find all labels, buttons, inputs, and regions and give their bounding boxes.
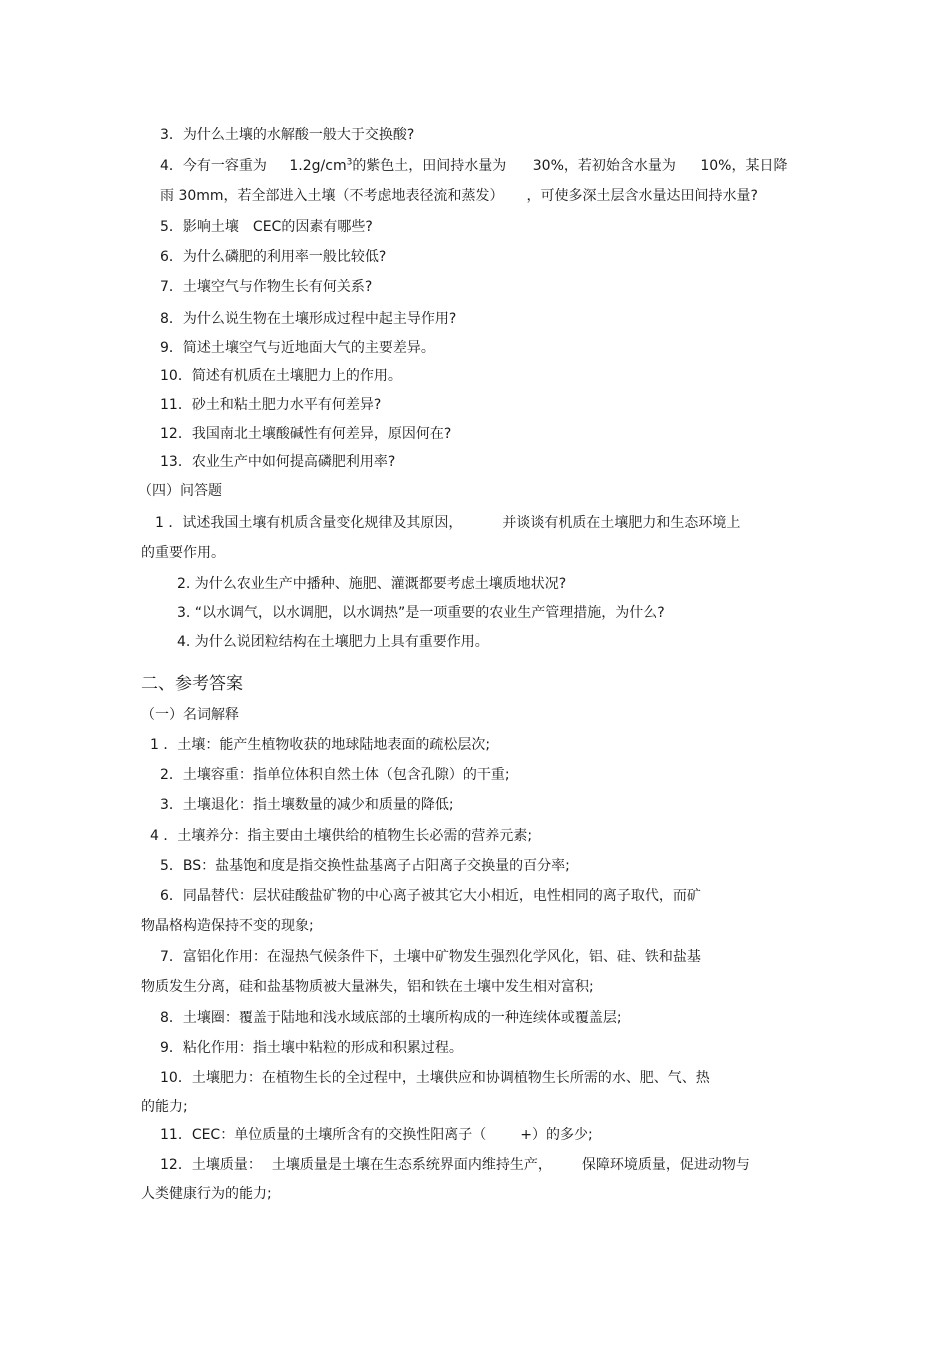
essay-1-text-b: 并谈谈有机质在土壤肥力和生态环境上: [502, 515, 741, 531]
question-4-text-2c: ，可使多深土层含水量达田间持水量?: [526, 188, 758, 204]
answer-3: 3．土壤退化：指土壤数量的减少和质量的降低;: [160, 797, 454, 813]
question-11: 11．砂土和粘土肥力水平有何差异?: [160, 397, 382, 413]
question-4-initial-water: 10%: [700, 158, 732, 174]
question-10: 10．简述有机质在土壤肥力上的作用。: [160, 368, 402, 384]
question-4-density: [289, 158, 352, 174]
question-8: 8．为什么说生物在土壤形成过程中起主导作用?: [160, 311, 457, 327]
answer-6-line-2: 物晶格构造保持不变的现象;: [141, 918, 314, 934]
question-4-line-2: [160, 186, 758, 206]
answer-12-line-2: 人类健康行为的能力;: [141, 1186, 272, 1202]
question-4-text-2b: ，若全部进入土壤（不考虑地表径流和蒸发）: [223, 188, 497, 204]
answer-8: 8．土壤圈：覆盖于陆地和浅水域底部的土壤所构成的一种连续体或覆盖层;: [160, 1010, 622, 1026]
essay-1: [155, 513, 740, 533]
answer-11-text-b: ：单位质量的土壤所含有的交换性阳离子（: [220, 1127, 487, 1143]
question-4-text-a: 4．今有一容重为: [160, 158, 267, 174]
question-6: 6．为什么磷肥的利用率一般比较低?: [160, 249, 387, 265]
answer-9: 9．粘化作用：指土壤中粘粒的形成和积累过程。: [160, 1040, 463, 1056]
answers-heading: 二、参考答案: [141, 674, 243, 694]
answer-2: 2．土壤容重：指单位体积自然土体（包含孔隙）的干重;: [160, 767, 510, 783]
answer-10-line-2: 的能力;: [141, 1099, 188, 1115]
question-13: 13．农业生产中如何提高磷肥利用率?: [160, 454, 396, 470]
question-7: 7．土壤空气与作物生长有何关系?: [160, 279, 373, 295]
question-4-rain: 雨 30mm: [160, 188, 224, 204]
answer-12-line-1: [160, 1155, 750, 1175]
answer-12-text-c: 保障环境质量，促进动物与: [581, 1157, 750, 1173]
question-5-text-a: 5．影响土壤: [160, 219, 239, 235]
question-5-cec: CEC: [252, 219, 282, 235]
answer-7-line-2: 物质发生分离，硅和盐基物质被大量淋失，铝和铁在土壤中发生相对富积;: [141, 979, 594, 995]
answer-1: 1 ．土壤：能产生植物收获的地球陆地表面的疏松层次;: [150, 737, 491, 753]
answer-11: [160, 1125, 593, 1145]
answer-5: [160, 856, 570, 876]
answer-5-bs: 5．BS: [160, 858, 202, 874]
essay-3: 3. “以水调气，以水调肥，以水调热”是一项重要的农业生产管理措施，为什么?: [177, 605, 665, 621]
essay-2: 2. 为什么农业生产中播种、施肥、灌溉都要考虑土壤质地状况?: [177, 576, 567, 592]
answer-11-cec: 11．CEC: [160, 1127, 221, 1143]
essay-1-line-2: 的重要作用。: [141, 545, 225, 561]
question-4-density-exponent: 3: [346, 157, 353, 168]
question-4-field-capacity: 30%: [532, 158, 564, 174]
answer-4: 4 ．土壤养分：指主要由土壤供给的植物生长必需的营养元素;: [150, 828, 533, 844]
question-12: 12．我国南北土壤酸碱性有何差异，原因何在?: [160, 426, 452, 442]
essay-1-text-a: 1 ．试述我国土壤有机质含量变化规律及其原因，: [155, 515, 463, 531]
answer-6-line-1: 6．同晶替代：层状硅酸盐矿物的中心离子被其它大小相近，电性相同的离子取代，而矿: [160, 888, 701, 904]
answers-sub-heading: （一）名词解释: [141, 707, 239, 723]
question-9: 9．简述土壤空气与近地面大气的主要差异。: [160, 340, 435, 356]
essay-heading: （四）问答题: [138, 483, 222, 499]
question-4: [160, 156, 787, 176]
question-3: 3．为什么土壤的水解酸一般大于交换酸?: [160, 127, 415, 143]
essay-4: 4. 为什么说团粒结构在土壤肥力上具有重要作用。: [177, 634, 489, 650]
answer-12-term: 12．土壤质量：: [160, 1157, 262, 1173]
question-4-text-c: 的紫色土，田间持水量为: [352, 158, 507, 174]
question-4-text-g: ，某日降: [731, 158, 788, 174]
question-4-text-e: ，若初始含水量为: [563, 158, 676, 174]
answer-5-text: ：盐基饱和度是指交换性盐基离子占阳离子交换量的百分率;: [201, 858, 570, 874]
question-4-density-value: 1.2g/cm: [289, 158, 347, 174]
answer-10-line-1: 10．土壤肥力：在植物生长的全过程中，土壤供应和协调植物生长所需的水、肥、气、热: [160, 1070, 710, 1086]
answer-11-text-c: +）的多少;: [520, 1127, 593, 1143]
question-5-text-c: 的因素有哪些?: [281, 219, 373, 235]
answer-12-text-b: 土壤质量是土壤在生态系统界面内维持生产，: [271, 1157, 552, 1173]
question-5: [160, 217, 373, 237]
answer-7-line-1: 7．富铝化作用：在湿热气候条件下，土壤中矿物发生强烈化学风化，铝、硅、铁和盐基: [160, 949, 701, 965]
